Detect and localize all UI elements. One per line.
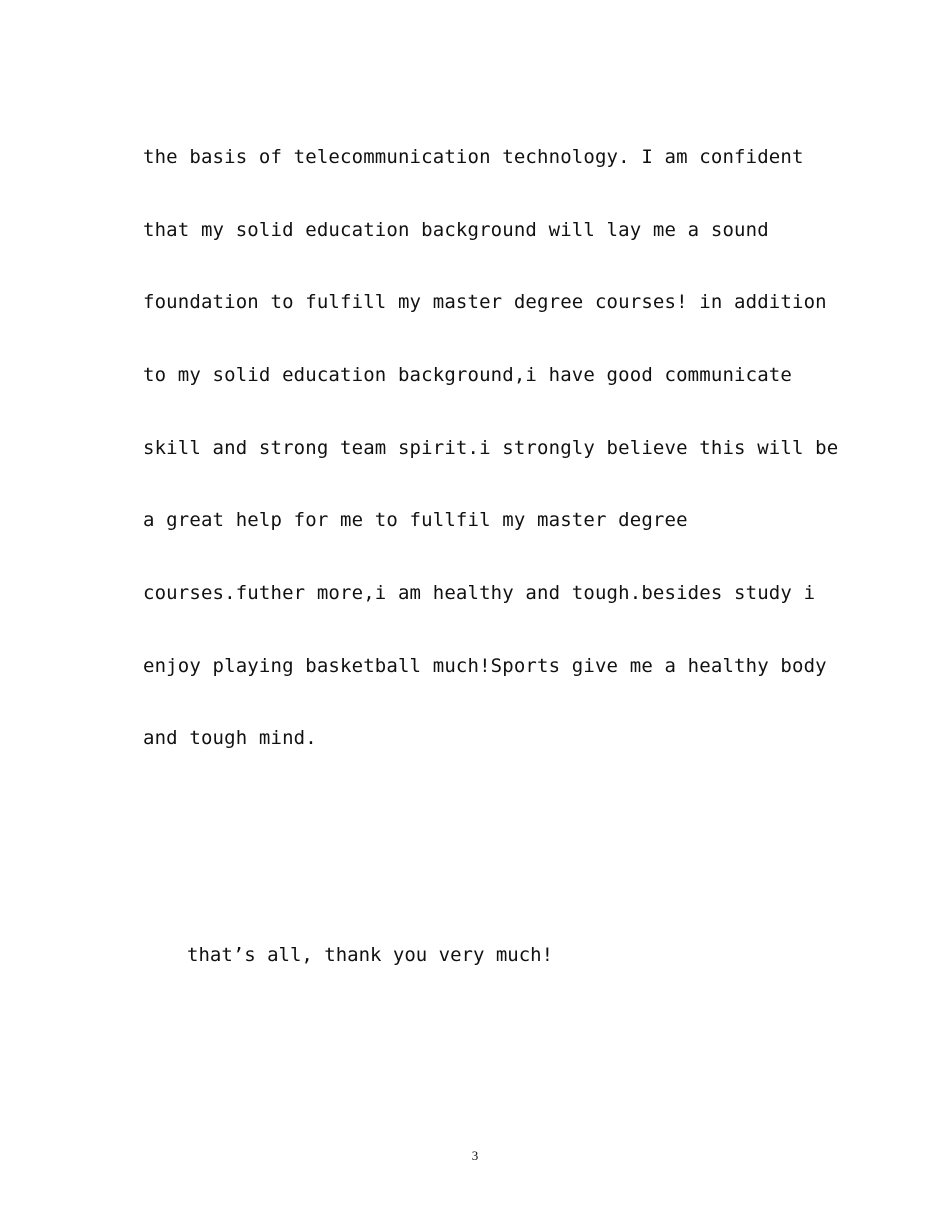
body-line: and tough mind. <box>143 727 317 749</box>
page-number: 3 <box>471 1148 479 1163</box>
body-line: to my solid education background,i have good communicate <box>143 364 792 386</box>
body-line: enjoy playing basketball much!Sports give me a healthy body <box>143 655 827 677</box>
body-line: skill and strong team spirit.i strongly believe this will be <box>143 437 839 459</box>
closing-line: that’s all, thank you very much! <box>187 944 554 966</box>
body-line: a great help for me to fullfil my master degree <box>143 509 688 531</box>
body-line: the basis of telecommunication technology. I am confident <box>143 146 804 168</box>
body-line: that my solid education background will lay me a sound <box>143 219 769 241</box>
body-line: courses.futher more,i am healthy and tough.besides study i <box>143 582 816 604</box>
body-line: foundation to fulfill my master degree courses! in addition <box>143 291 827 313</box>
